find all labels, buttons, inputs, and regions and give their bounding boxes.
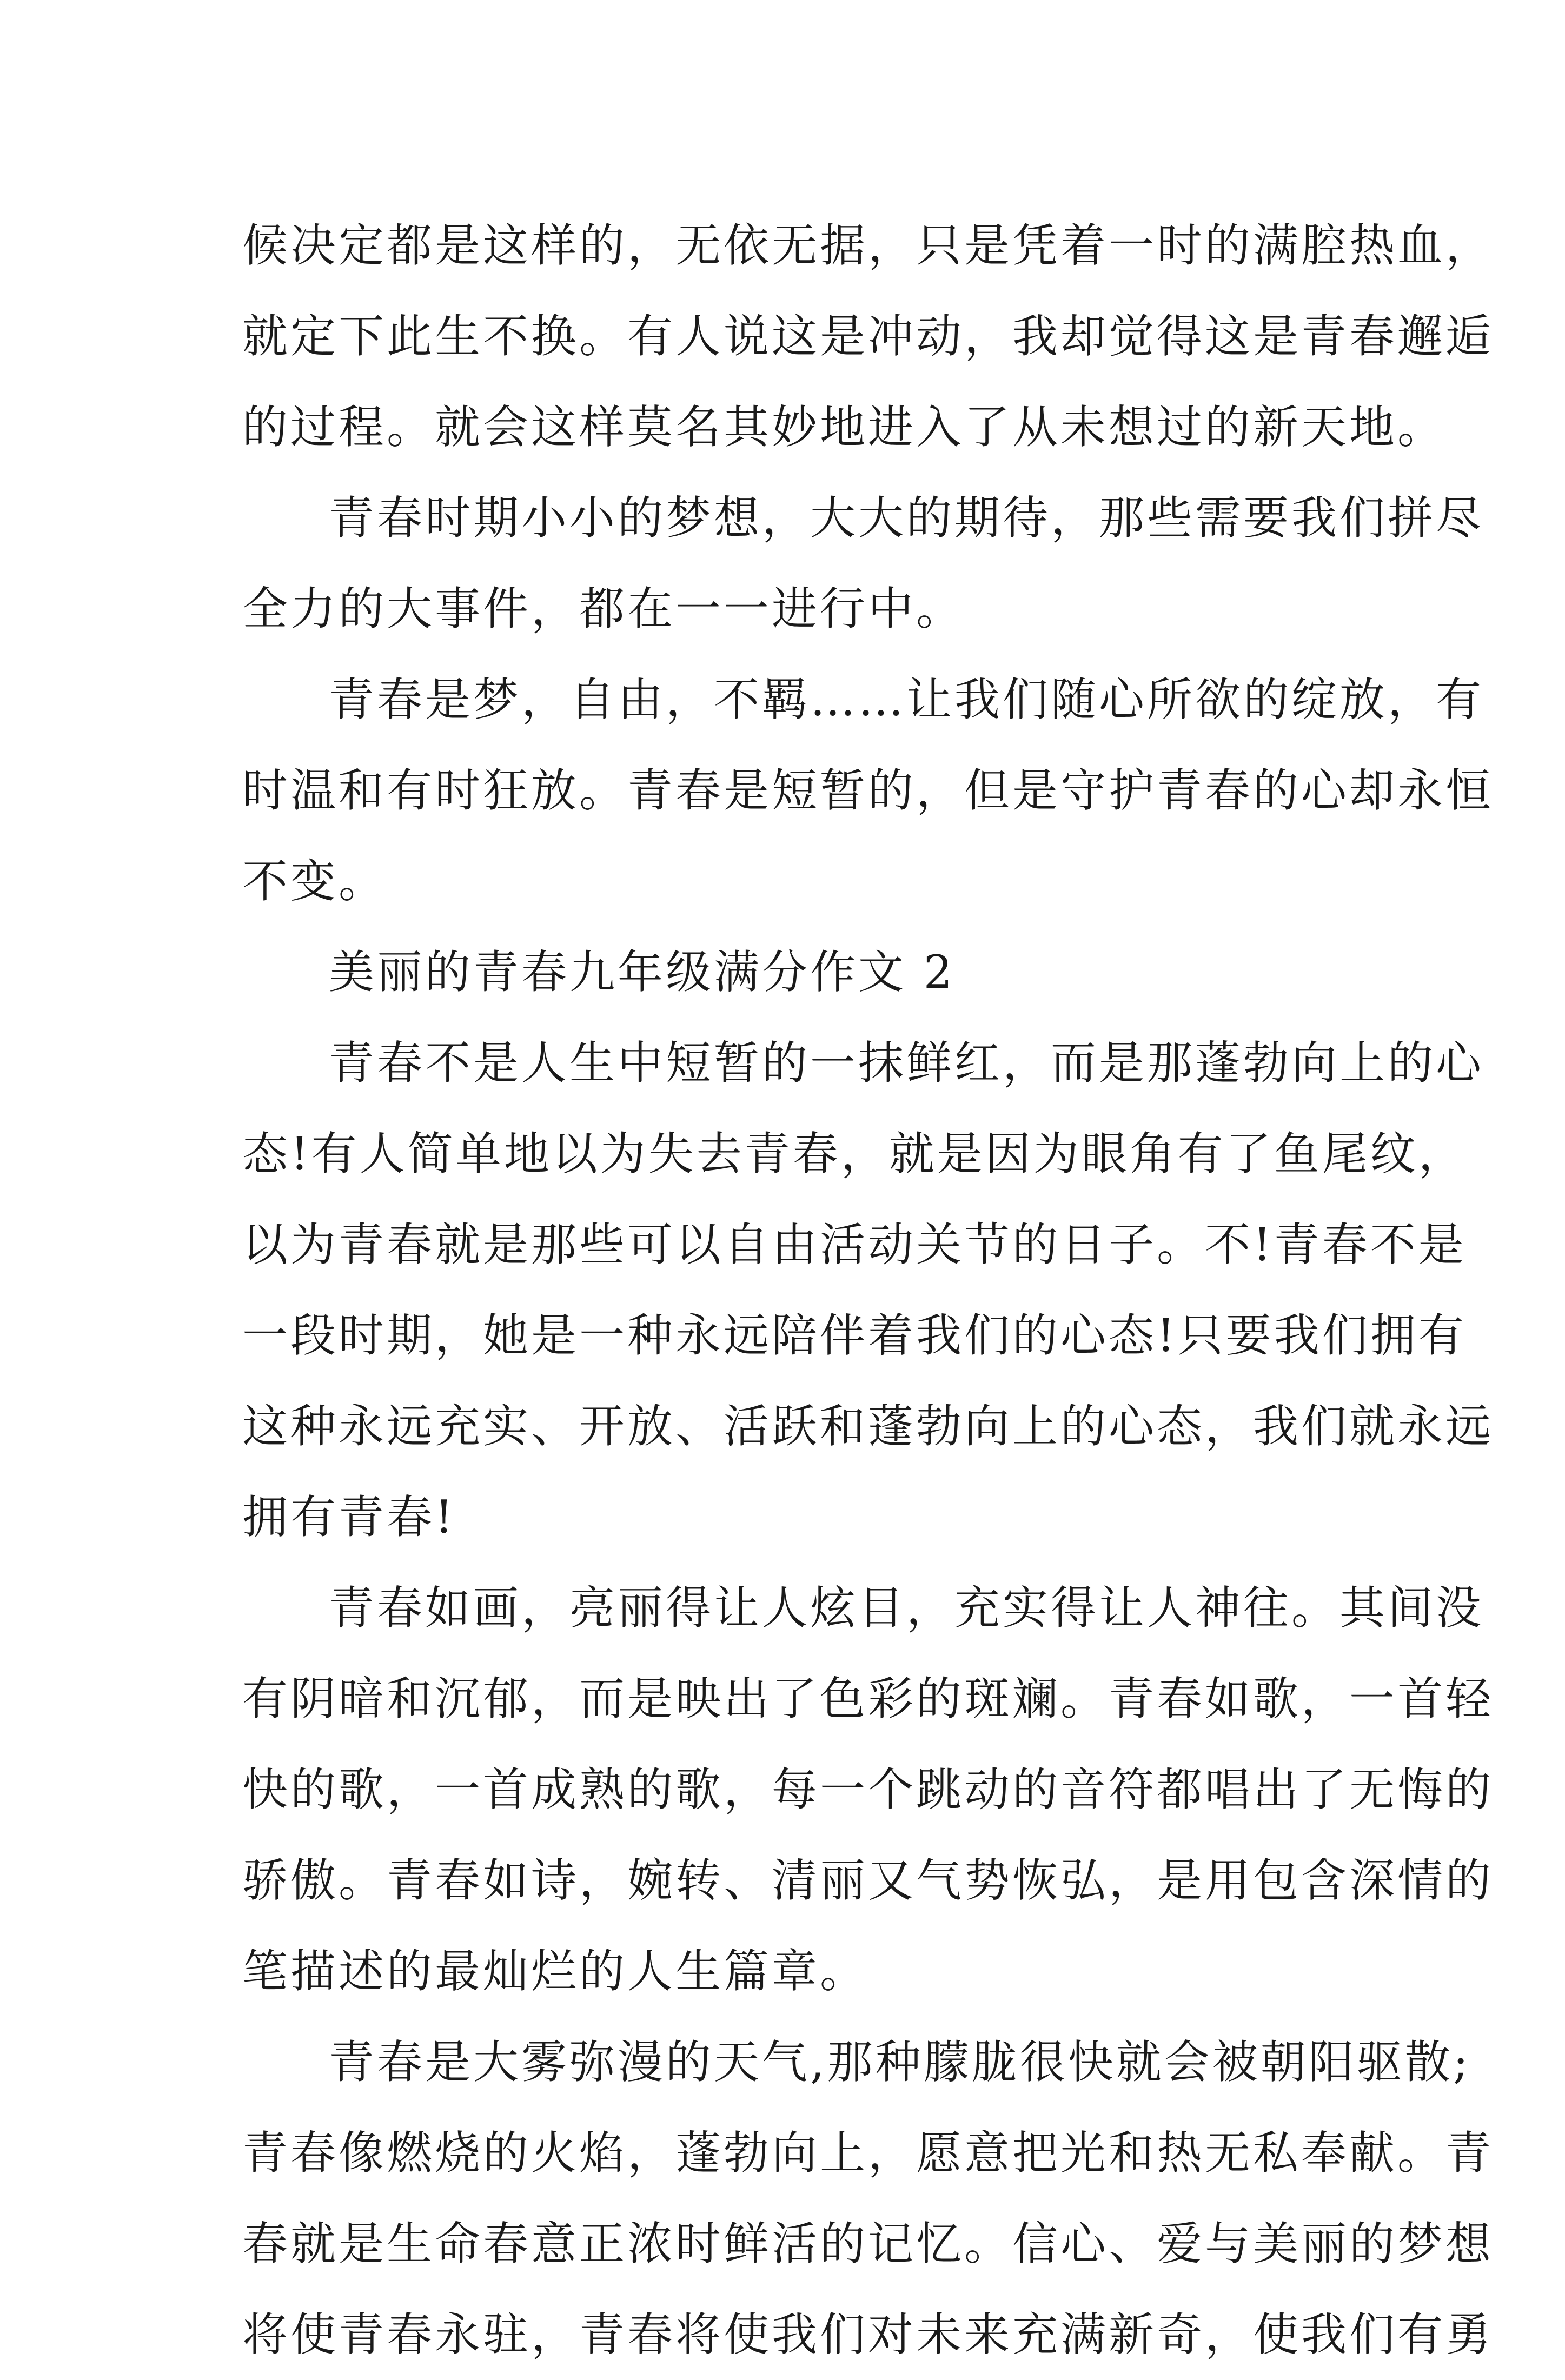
text-line: 态!有人简单地以为失去青春，就是因为眼角有了鱼尾纹， [242, 1127, 1467, 1180]
text-line: 候决定都是这样的，无依无据，只是凭着一时的满腔热血， [242, 219, 1494, 272]
text-line: 快的歌，一首成熟的歌，每一个跳动的音符都唱出了无悔的 [242, 1763, 1494, 1816]
paragraph-start-line: 青春不是人生中短暂的一抹鲜红，而是那蓬勃向上的心 [329, 1036, 1484, 1089]
paragraph-start-line: 青春如画，亮丽得让人炫目，充实得让人神往。其间没 [329, 1581, 1484, 1634]
section-heading: 美丽的青春九年级满分作文 2 [329, 946, 956, 999]
paragraph-start-line: 青春是梦，自由，不羁……让我们随心所欲的绽放，有 [329, 673, 1484, 726]
text-line: 拥有青春! [242, 1491, 456, 1544]
text-line: 这种永远充实、开放、活跃和蓬勃向上的心态，我们就永远 [242, 1400, 1494, 1453]
text-line: 将使青春永驻，青春将使我们对未来充满新奇，使我们有勇 [242, 2308, 1494, 2361]
text-line: 青春像燃烧的火焰，蓬勃向上，愿意把光和热无私奉献。青 [242, 2126, 1494, 2179]
body-text [242, 200, 1494, 2380]
text-line: 全力的大事件，都在一一进行中。 [242, 582, 965, 635]
text-line: 春就是生命春意正浓时鲜活的记忆。信心、爱与美丽的梦想 [242, 2217, 1494, 2270]
paragraph-start-line: 青春是大雾弥漫的天气,那种朦胧很快就会被朝阳驱散; [329, 2036, 1471, 2089]
text-line: 就定下此生不换。有人说这是冲动，我却觉得这是青春邂逅 [242, 310, 1494, 363]
text-line: 不变。 [242, 855, 387, 908]
text-line: 以为青春就是那些可以自由活动关节的日子。不!青春不是 [242, 1218, 1467, 1271]
text-line: 时温和有时狂放。青春是短暂的，但是守护青春的心却永恒 [242, 764, 1494, 817]
text-line: 有阴暗和沉郁，而是映出了色彩的斑斓。青春如歌，一首轻 [242, 1672, 1494, 1725]
text-line: 骄傲。青春如诗，婉转、清丽又气势恢弘，是用包含深情的 [242, 1854, 1494, 1907]
text-line: 笔描述的最灿烂的人生篇章。 [242, 1945, 868, 1998]
text-line: 的过程。就会这样莫名其妙地进入了从未想过的新天地。 [242, 401, 1446, 454]
text-line: 一段时期，她是一种永远陪伴着我们的心态!只要我们拥有 [242, 1309, 1467, 1362]
paragraph-start-line: 青春时期小小的梦想，大大的期待，那些需要我们拼尽 [329, 491, 1484, 544]
